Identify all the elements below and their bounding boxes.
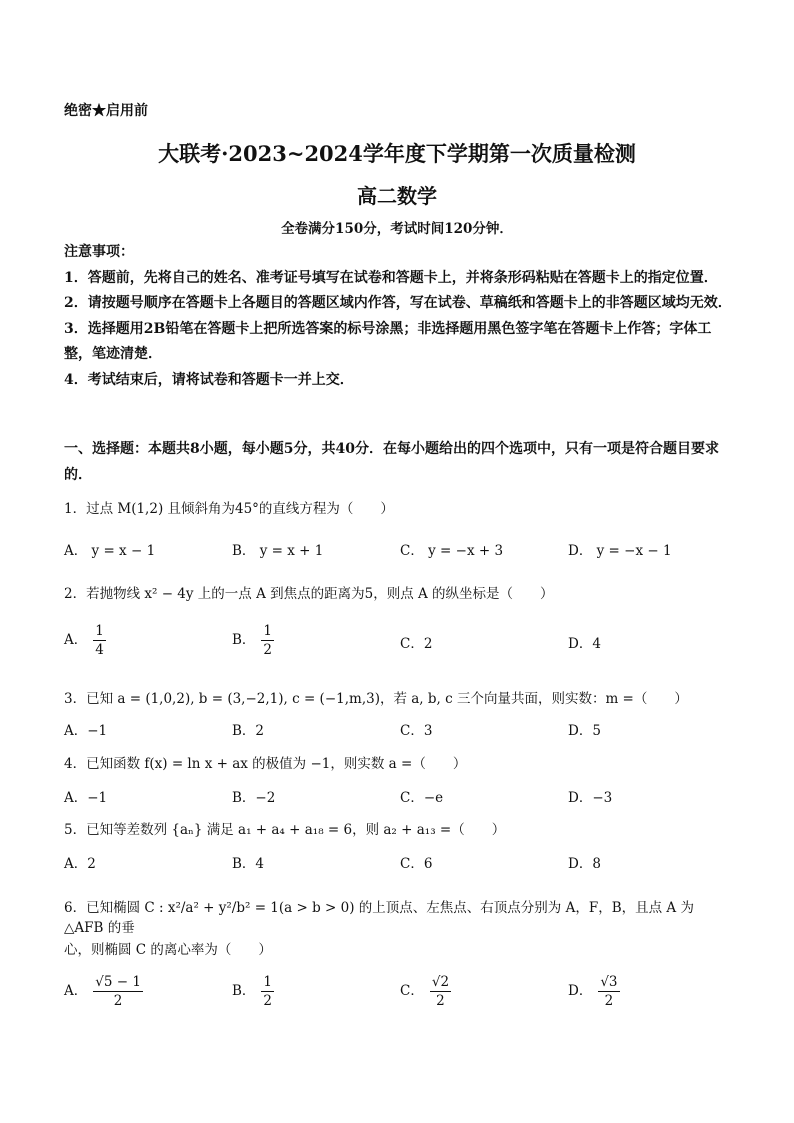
- note-item: 2．请按题号顺序在答题卡上各题目的答题区域内作答，写在试卷、草稿纸和答题卡上的非答题区域均无效．: [64, 295, 732, 311]
- option-d: [568, 973, 620, 1010]
- note-item: 3．选择题用2B铅笔在答题卡上把所选答案的标号涂黑；非选择题用黑色签字笔在答题卡上作答；字体工整，笔迹清楚．: [64, 320, 712, 362]
- option-c: C．6: [400, 856, 433, 872]
- fraction-denominator: 2: [263, 642, 273, 658]
- option-d: D．5: [568, 723, 601, 739]
- notes-block: [64, 240, 734, 393]
- option-a: A．2: [64, 856, 96, 872]
- option-b: B． y = x + 1: [232, 543, 324, 559]
- fraction: [598, 973, 619, 1010]
- fraction-denominator: 2: [113, 993, 123, 1009]
- option-b: [232, 973, 274, 1010]
- note-item: 1．答题前，先将自己的姓名、准考证号填写在试卷和答题卡上，并将条形码粘贴在答题卡上的指定位置．: [64, 269, 718, 286]
- fraction-numerator: 1: [263, 974, 273, 990]
- fraction-numerator: √3: [600, 974, 618, 990]
- question-6-stem-continued: 心，则椭圆 C 的离心率为（ ）: [64, 942, 272, 958]
- option-a: [64, 622, 106, 659]
- fraction: [430, 973, 451, 1010]
- fraction-denominator: 4: [95, 642, 104, 658]
- option-a-label: A．: [64, 632, 88, 648]
- option-b-label: B．: [232, 983, 256, 999]
- fraction: [261, 973, 274, 1010]
- fraction-numerator: 1: [95, 623, 104, 639]
- fraction-denominator: 2: [436, 993, 445, 1009]
- question-1-stem: 1．过点 M(1,2) 且倾斜角为45°的直线方程为（ ）: [64, 501, 394, 517]
- question-2-stem: 2．若抛物线 x² − 4y 上的一点 A 到焦点的距离为5，则点 A 的纵坐标是（ ）: [64, 586, 554, 602]
- option-b: [232, 622, 274, 659]
- fraction-numerator: 1: [263, 623, 273, 639]
- question-6-stem: 6．已知椭圆 C : x²/a² + y²/b² = 1(a > b > 0) 的上顶点、左焦点、右顶点分别为 A，F，B，且点 A 为 △AFB 的垂: [64, 900, 694, 936]
- option-a: A．−1: [64, 790, 108, 806]
- secret-label: 绝密★启用前: [64, 103, 148, 119]
- question-4-stem: 4．已知函数 f(x) = ln x + ax 的极值为 −1，则实数 a =（ ）: [64, 756, 467, 772]
- option-d: D．4: [568, 636, 601, 652]
- fraction-numerator: √5 − 1: [95, 974, 141, 990]
- fraction-numerator: √2: [431, 974, 450, 990]
- option-d: D． y = −x − 1: [568, 543, 672, 559]
- option-c: C．3: [400, 723, 433, 739]
- subject-title: 高二数学: [357, 184, 437, 208]
- exam-info: 全卷满分150分，考试时间120分钟．: [281, 221, 513, 237]
- option-c: C． y = −x + 3: [400, 543, 504, 559]
- exam-title: 大联考·2023~2024学年度下学期第一次质量检测: [158, 141, 636, 166]
- fraction-denominator: 2: [263, 993, 273, 1009]
- option-a: A．−1: [64, 723, 108, 739]
- option-d: D．8: [568, 856, 601, 872]
- question-3-stem: 3．已知 a = (1,0,2), b = (3,−2,1), c = (−1,m,3)，若 a, b, c 三个向量共面，则实数：m =（ ）: [64, 691, 688, 707]
- fraction: [93, 622, 106, 659]
- option-d-label: D．: [568, 983, 593, 999]
- option-c-label: C．: [400, 983, 424, 999]
- option-b-label: B．: [232, 632, 256, 648]
- fraction: [261, 622, 274, 659]
- option-c: C．−e: [400, 790, 444, 806]
- option-b: B．2: [232, 723, 265, 739]
- option-a-label: A．: [64, 983, 88, 999]
- question-5-stem: 5．已知等差数列 {aₙ} 满足 a₁ + a₄ + a₁₈ = 6，则 a₂ + a₁₃ =（ ）: [64, 822, 506, 838]
- option-a: A． y = x − 1: [64, 543, 156, 559]
- option-b: B．−2: [232, 790, 276, 806]
- notes-heading: 注意事项：: [64, 244, 134, 260]
- option-b: B．4: [232, 856, 265, 872]
- option-d: D．−3: [568, 790, 613, 806]
- option-c: C．2: [400, 636, 433, 652]
- fraction-denominator: 2: [604, 993, 614, 1009]
- section-heading: 一、选择题：本题共8小题，每小题5分，共40分．在每小题给出的四个选项中，只有一项是符合题目要求的．: [64, 441, 719, 483]
- fraction: [93, 973, 143, 1010]
- option-a: [64, 973, 143, 1010]
- option-c: [400, 973, 451, 1010]
- note-item: 4．考试结束后，请将试卷和答题卡一并上交．: [64, 371, 354, 388]
